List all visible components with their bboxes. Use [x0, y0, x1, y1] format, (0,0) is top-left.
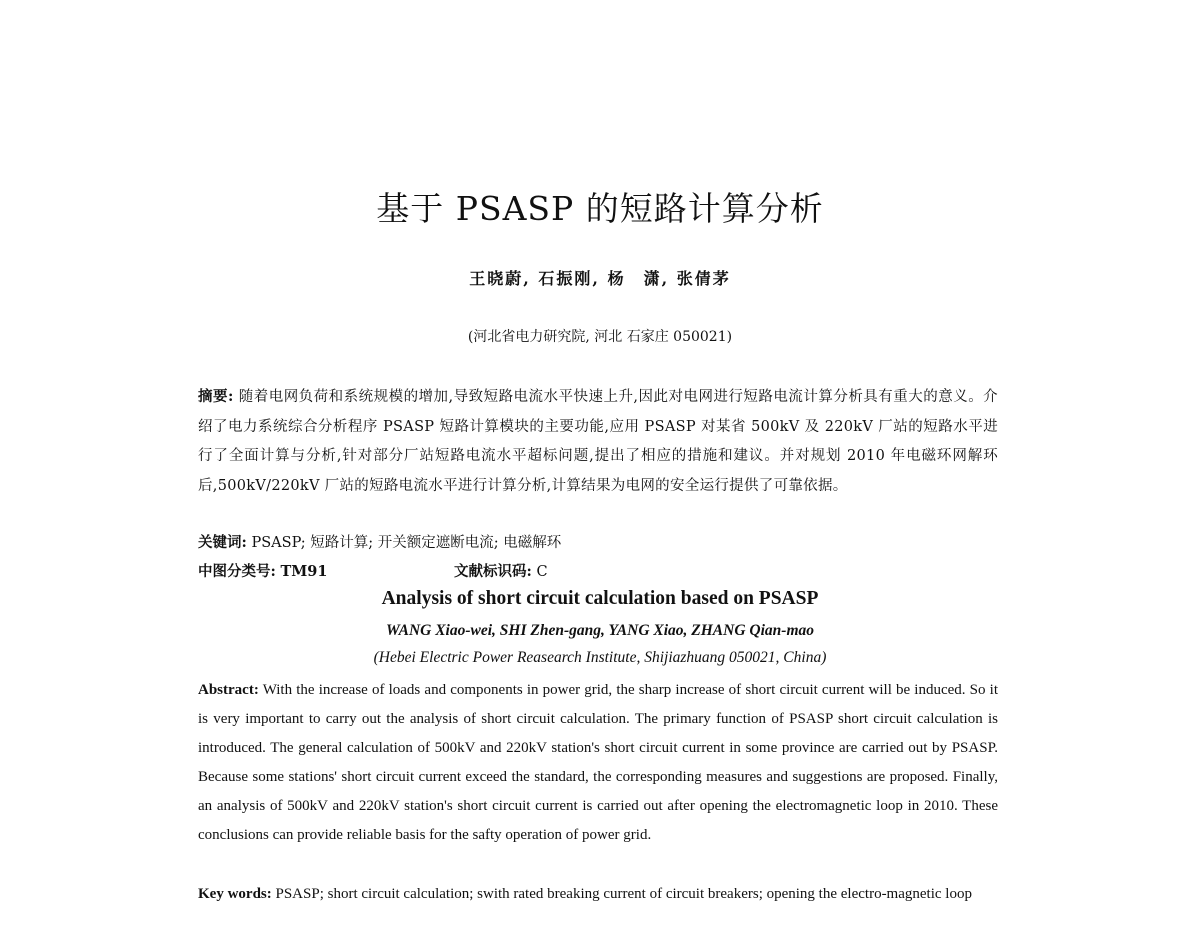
keywords-en-label: Key words:	[198, 886, 272, 902]
abstract-cn-text: 随着电网负荷和系统规模的增加,导致短路电流水平快速上升,因此对电网进行短路电流计算分析具有重大的意义。介绍了电力系统综合分析程序 PSASP 短路计算模块的主要功能,应用 PSASP 对某省 500kV 及 220kV 厂站的短路水平进行了全面计算与分析,针对部分厂站短路电流水平超标问题,提出了相应的措施和建议。并对规划 2010 年电磁环网解环后,500kV/220kV 厂站的短路电流水平进行计算分析,计算结果为电网的安全运行提供了可靠依据。	[198, 389, 998, 494]
keywords-cn-label: 关键词:	[198, 534, 247, 551]
abstract-cn-label: 摘要:	[198, 388, 234, 405]
abstract-en	[198, 676, 998, 850]
authors-en: WANG Xiao-wei, SHI Zhen-gang, YANG Xiao, ZHANG Qian-mao	[385, 622, 814, 639]
clc-entry	[198, 564, 328, 580]
keywords-en-text: PSASP; short circuit calculation; swith rated breaking current of circuit breakers; opening the electro-magnetic loop	[275, 886, 972, 902]
clc-label: 中图分类号:	[198, 563, 276, 580]
classification-row	[198, 560, 998, 581]
abstract-cn	[198, 382, 998, 501]
doc-code-value: C	[536, 564, 548, 580]
title-cn: 基于 PSASP 的短路计算分析	[376, 189, 824, 228]
authors-cn: 王晓蔚, 石振刚, 杨 潇, 张倩茅	[469, 269, 731, 288]
keywords-cn	[198, 531, 998, 552]
doc-code-label: 文献标识码:	[454, 563, 532, 580]
doc-code-entry	[454, 560, 548, 581]
abstract-en-label: Abstract:	[198, 682, 259, 698]
abstract-en-text: With the increase of loads and components in power grid, the sharp increase of short circuit current will be induced. So it is very important to carry out the analysis of short circuit calculation. The primary function of PSASP short circuit calculation is introduced. The general calculation of 500kV and 220kV station's short circuit current in some province are carried out by PSASP. Because some stations' short circuit current exceed the standard, the corresponding measures and suggestions are proposed. Finally, an analysis of 500kV and 220kV station's short circuit current is carried out after opening the electromagnetic loop in 2010. These conclusions can provide reliable basis for the safty operation of power grid.	[198, 682, 998, 843]
affiliation-cn: (河北省电力研究院, 河北 石家庄 050021)	[467, 329, 733, 345]
title-en: Analysis of short circuit calculation based on PSASP	[381, 588, 819, 609]
keywords-en	[198, 880, 998, 909]
affiliation-en: (Hebei Electric Power Reasearch Institute, Shijiazhuang 050021, China)	[373, 649, 827, 666]
clc-value: TM91	[280, 563, 328, 580]
keywords-cn-text: PSASP; 短路计算; 开关额定遮断电流; 电磁解环	[251, 535, 562, 551]
